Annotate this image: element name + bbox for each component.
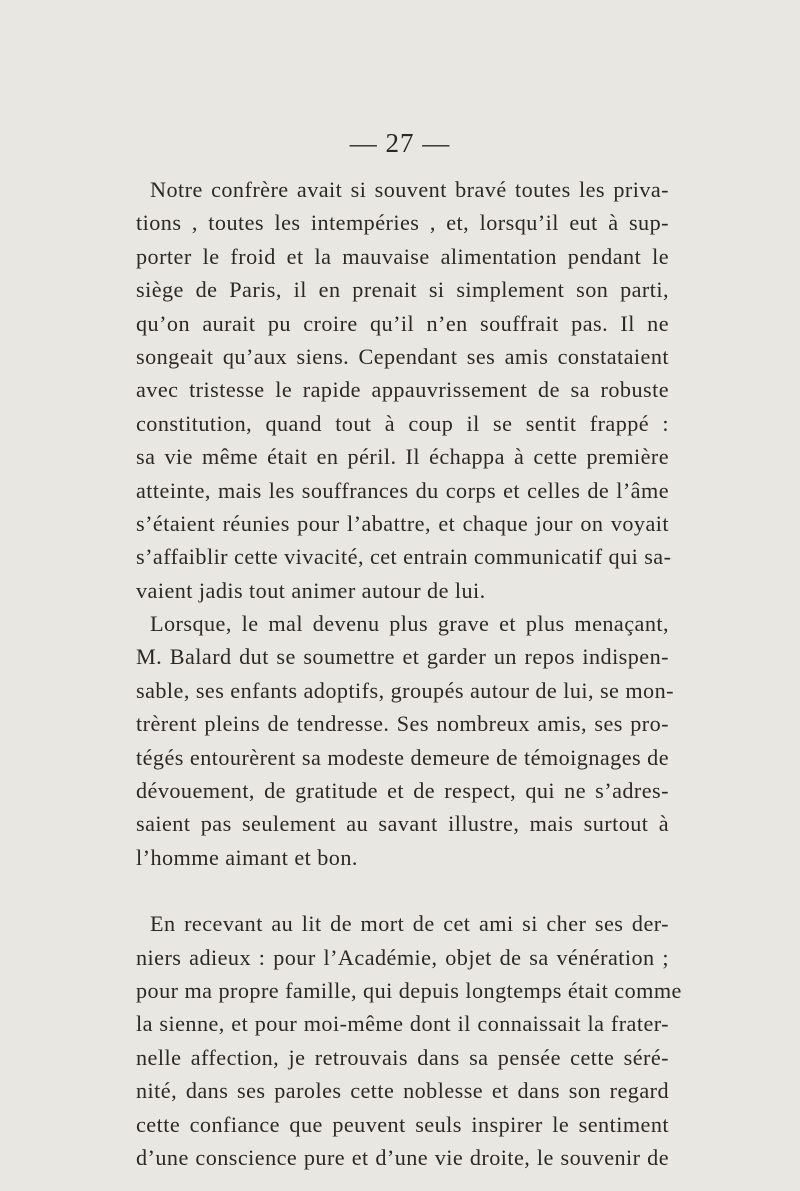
paragraph [136,907,682,1174]
body-text [136,173,682,1174]
text-line: songeait qu’aux siens. Cependant ses amis constataient [136,343,669,369]
text-line: Notre confrère avait si souvent bravé toutes les priva- [150,177,669,202]
text-line: vaient jadis tout animer autour de lui. [136,577,486,603]
text-line: s’affaiblir cette vivacité, cet entrain communicatif qui sa- [136,544,672,570]
text-line: siège de Paris, il en prenait si simplement son parti, [136,277,669,303]
text-line: En recevant au lit de mort de cet ami si cher ses der- [150,911,669,937]
text-line: avec tristesse le rapide appauvrissement de sa robuste [136,377,669,403]
text-line: s’étaient réunies pour l’abattre, et chaque jour on voyait [136,510,669,536]
text-line: la sienne, et pour moi-même dont il connaissait la frater- [136,1011,669,1037]
text-line: nité, dans ses paroles cette noblesse et dans son regard [136,1078,669,1104]
text-line: atteinte, mais les souffrances du corps et celles de l’âme [136,477,669,503]
text-line: sa vie même était en péril. Il échappa à cette première [136,444,669,470]
text-line: nelle affection, je retrouvais dans sa pensée cette séré- [136,1044,669,1070]
paragraph [136,173,672,607]
text-line: sable, ses enfants adoptifs, groupés autour de lui, se mon- [136,677,674,703]
paragraph [136,607,674,874]
text-line: M. Balard dut se soumettre et garder un repos indispen- [136,644,669,670]
text-line: saient pas seulement au savant illustre, mais surtout à [136,811,669,837]
text-line: dévouement, de gratitude et de respect, qui ne s’adres- [136,778,669,804]
text-line: constitution, quand tout à coup il se sentit frappé : [136,410,669,436]
section-break [136,874,669,907]
text-line: niers adieux : pour l’Académie, objet de sa vénération ; [136,944,669,970]
text-line: trèrent pleins de tendresse. Ses nombreux amis, ses pro- [136,711,669,737]
text-line: tégés entourèrent sa modeste demeure de témoignages de [136,744,669,770]
text-line: Lorsque, le mal devenu plus grave et plus menaçant, [150,611,669,637]
page-number: — 27 — [349,128,451,158]
text-line: tions , toutes les intempéries , et, lorsqu’il eut à sup- [136,210,669,236]
text-line: qu’on aurait pu croire qu’il n’en souffrait pas. Il ne [136,310,669,336]
text-line: cette confiance que peuvent seuls inspirer le sentiment [136,1111,669,1137]
text-line: l’homme aimant et bon. [136,844,358,870]
text-line: pour ma propre famille, qui depuis longtemps était comme [136,977,682,1003]
text-line: porter le froid et la mauvaise alimentation pendant le [136,243,669,269]
text-line: d’une conscience pure et d’une vie droite, le souvenir de [136,1144,669,1170]
